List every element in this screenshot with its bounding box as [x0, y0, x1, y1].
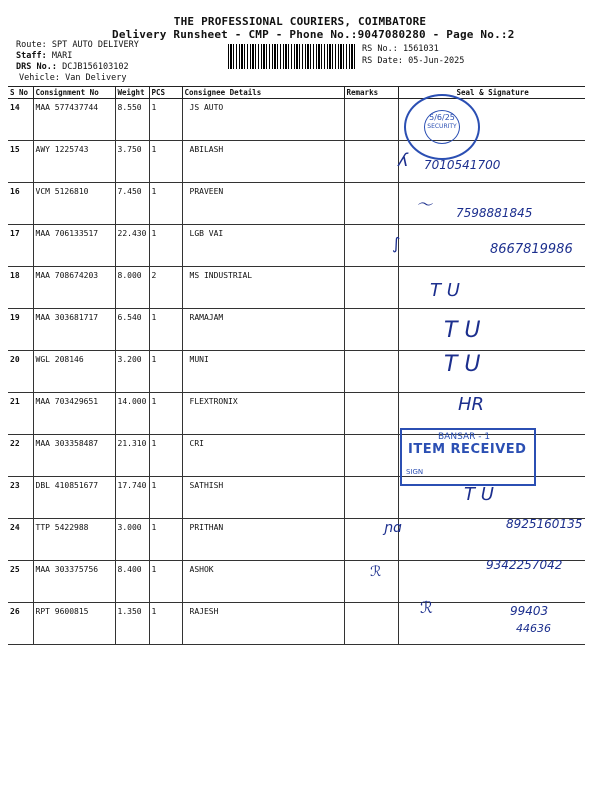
row-pcs: 1 — [149, 351, 182, 393]
row-sno: 14 — [8, 99, 33, 141]
row-pcs: 1 — [149, 603, 182, 645]
item-received-stamp — [400, 428, 536, 486]
rs-date-field — [362, 56, 464, 66]
rs-no-field — [362, 44, 439, 54]
row-weight: 22.430 — [115, 225, 149, 267]
table-row — [8, 99, 585, 141]
staff-label: Staff: — [16, 51, 47, 61]
row-consignee: LGB VAI — [182, 225, 344, 267]
row-remarks — [344, 393, 398, 435]
handwritten-initials: T U — [444, 318, 481, 343]
handwritten-signature: ∫ — [392, 234, 401, 253]
drs-field — [16, 62, 129, 72]
rs-date-value: 05-Jun-2025 — [408, 56, 465, 66]
row-remarks — [344, 225, 401, 267]
handwritten-phone: 8925160135 — [506, 517, 583, 531]
row-sno: 26 — [8, 603, 33, 645]
row-signature — [398, 267, 585, 309]
row-consignee: PRITHAN — [182, 519, 344, 561]
staff-value: MARI — [51, 51, 73, 61]
row-pcs: 1 — [149, 99, 182, 141]
row-consignee: MUNI — [182, 351, 344, 393]
col-seal: Seal & Signature — [398, 87, 585, 99]
row-remarks — [344, 309, 398, 351]
handwritten-signature: 〜 — [416, 195, 433, 214]
col-weight: Weight — [115, 87, 149, 99]
received-stamp-main: ITEM RECEIVED — [408, 442, 527, 457]
row-consignment: MAA 706133517 — [33, 225, 115, 267]
row-weight: 21.310 — [115, 435, 149, 477]
row-sno: 25 — [8, 561, 33, 603]
row-consignment: MAA 303681717 — [33, 309, 115, 351]
handwritten-initials: T U — [464, 484, 494, 505]
row-weight: 8.550 — [115, 99, 149, 141]
vehicle-field — [19, 73, 127, 83]
handwritten-phone: 44636 — [516, 622, 551, 635]
row-sno: 19 — [8, 309, 33, 351]
received-stamp-top: BANSAR - 1 — [438, 432, 491, 442]
row-consignee: MS INDUSTRIAL — [182, 267, 344, 309]
row-remarks — [344, 477, 398, 519]
row-sno: 22 — [8, 435, 33, 477]
handwritten-phone: 8667819986 — [490, 242, 573, 257]
row-remarks — [344, 99, 398, 141]
company-seal-stamp — [404, 94, 480, 160]
handwritten-signature: ℛ — [370, 564, 382, 580]
row-pcs: 1 — [149, 183, 182, 225]
row-consignee: RAMAJAM — [182, 309, 344, 351]
row-pcs: 1 — [149, 309, 182, 351]
barcode — [228, 44, 356, 69]
handwritten-signature: ℛ — [420, 598, 433, 617]
row-consignment: VCM 5126810 — [33, 183, 115, 225]
handwritten-signature: ʎ — [398, 150, 409, 171]
vehicle-value: Van Delivery — [65, 73, 127, 83]
table-row — [8, 267, 585, 309]
row-sno: 20 — [8, 351, 33, 393]
row-consignee: JS AUTO — [182, 99, 344, 141]
table-row — [8, 309, 585, 351]
row-signature — [398, 309, 585, 351]
row-pcs: 1 — [149, 393, 182, 435]
row-weight: 14.000 — [115, 393, 149, 435]
row-consignment: MAA 708674203 — [33, 267, 115, 309]
document-subtitle: Delivery Runsheet - CMP - Phone No.:9047080280 - Page No.:2 — [112, 28, 515, 41]
row-pcs: 1 — [149, 519, 182, 561]
document-title: THE PROFESSIONAL COURIERS, COIMBATORE — [173, 15, 427, 28]
row-sno: 21 — [8, 393, 33, 435]
drs-label: DRS No.: — [16, 62, 57, 72]
row-weight: 7.450 — [115, 183, 149, 225]
rs-date-label: RS Date: — [362, 56, 403, 66]
staff-field — [16, 51, 72, 61]
row-pcs: 1 — [149, 435, 182, 477]
row-consignment: WGL 208146 — [33, 351, 115, 393]
row-remarks — [344, 603, 398, 645]
row-pcs: 1 — [149, 225, 182, 267]
row-remarks — [344, 435, 398, 477]
row-weight: 8.400 — [115, 561, 149, 603]
table-header — [8, 87, 585, 99]
rs-no-value: 1561031 — [402, 44, 439, 54]
row-pcs: 2 — [149, 267, 182, 309]
row-consignee: SATHISH — [182, 477, 344, 519]
row-remarks — [344, 351, 398, 393]
row-consignment: AWY 1225743 — [33, 141, 115, 183]
row-weight: 6.540 — [115, 309, 149, 351]
row-remarks — [344, 183, 398, 225]
rs-no-label: RS No.: — [362, 44, 398, 54]
row-consignment: MAA 703429651 — [33, 393, 115, 435]
row-sno: 18 — [8, 267, 33, 309]
row-sno: 15 — [8, 141, 33, 183]
row-sno: 23 — [8, 477, 33, 519]
row-pcs: 1 — [149, 561, 182, 603]
col-remarks: Remarks — [344, 87, 398, 99]
row-consignment: RPT 9600815 — [33, 603, 115, 645]
row-consignment: MAA 303358487 — [33, 435, 115, 477]
row-consignee: PRAVEEN — [182, 183, 344, 225]
row-consignee: ASHOK — [182, 561, 344, 603]
row-weight: 3.750 — [115, 141, 149, 183]
table-row — [8, 603, 585, 645]
col-consignment: Consignment No — [33, 87, 115, 99]
row-sno: 16 — [8, 183, 33, 225]
handwritten-initials: T U — [430, 280, 460, 301]
table-row — [8, 351, 585, 393]
col-consignee: Consignee Details — [182, 87, 344, 99]
row-consignee: CRI — [182, 435, 344, 477]
row-consignee: FLEXTRONIX — [182, 393, 344, 435]
handwritten-initials: HR — [458, 394, 485, 415]
col-pcs: PCS — [149, 87, 182, 99]
row-consignee: RAJESH — [182, 603, 344, 645]
handwritten-phone: 7598881845 — [456, 206, 533, 220]
row-weight: 3.200 — [115, 351, 149, 393]
drs-value: DCJB156103102 — [62, 62, 129, 72]
handwritten-phone: 7010541700 — [424, 158, 501, 172]
col-sno: S No — [8, 87, 33, 99]
handwritten-signature: ɲɑ — [384, 520, 402, 536]
seal-inner — [424, 110, 460, 144]
seal-sub: SECURITY — [427, 123, 457, 130]
row-weight: 1.350 — [115, 603, 149, 645]
handwritten-phone: 99403 — [510, 604, 549, 618]
table-row — [8, 519, 585, 561]
row-weight: 3.000 — [115, 519, 149, 561]
route-field — [16, 40, 139, 50]
row-consignment: MAA 303375756 — [33, 561, 115, 603]
row-sno: 24 — [8, 519, 33, 561]
route-label: Route: — [16, 40, 47, 50]
row-weight: 8.000 — [115, 267, 149, 309]
row-signature — [398, 351, 585, 393]
row-consignee: ABILASH — [182, 141, 344, 183]
handwritten-initials: T U — [444, 352, 481, 377]
row-consignment: TTP 5422988 — [33, 519, 115, 561]
handwritten-phone: 9342257042 — [486, 558, 563, 572]
seal-date: 5/6/25 — [429, 113, 455, 122]
row-sno: 17 — [8, 225, 33, 267]
row-weight: 17.740 — [115, 477, 149, 519]
row-remarks — [344, 141, 398, 183]
row-remarks — [344, 267, 398, 309]
route-value: SPT AUTO DELIVERY — [51, 40, 139, 50]
vehicle-label: Vehicle: — [19, 73, 60, 83]
row-pcs: 1 — [149, 141, 182, 183]
received-stamp-bottom: SIGN — [406, 468, 424, 476]
row-consignment: DBL 410851677 — [33, 477, 115, 519]
row-consignment: MAA 577437744 — [33, 99, 115, 141]
row-pcs: 1 — [149, 477, 182, 519]
